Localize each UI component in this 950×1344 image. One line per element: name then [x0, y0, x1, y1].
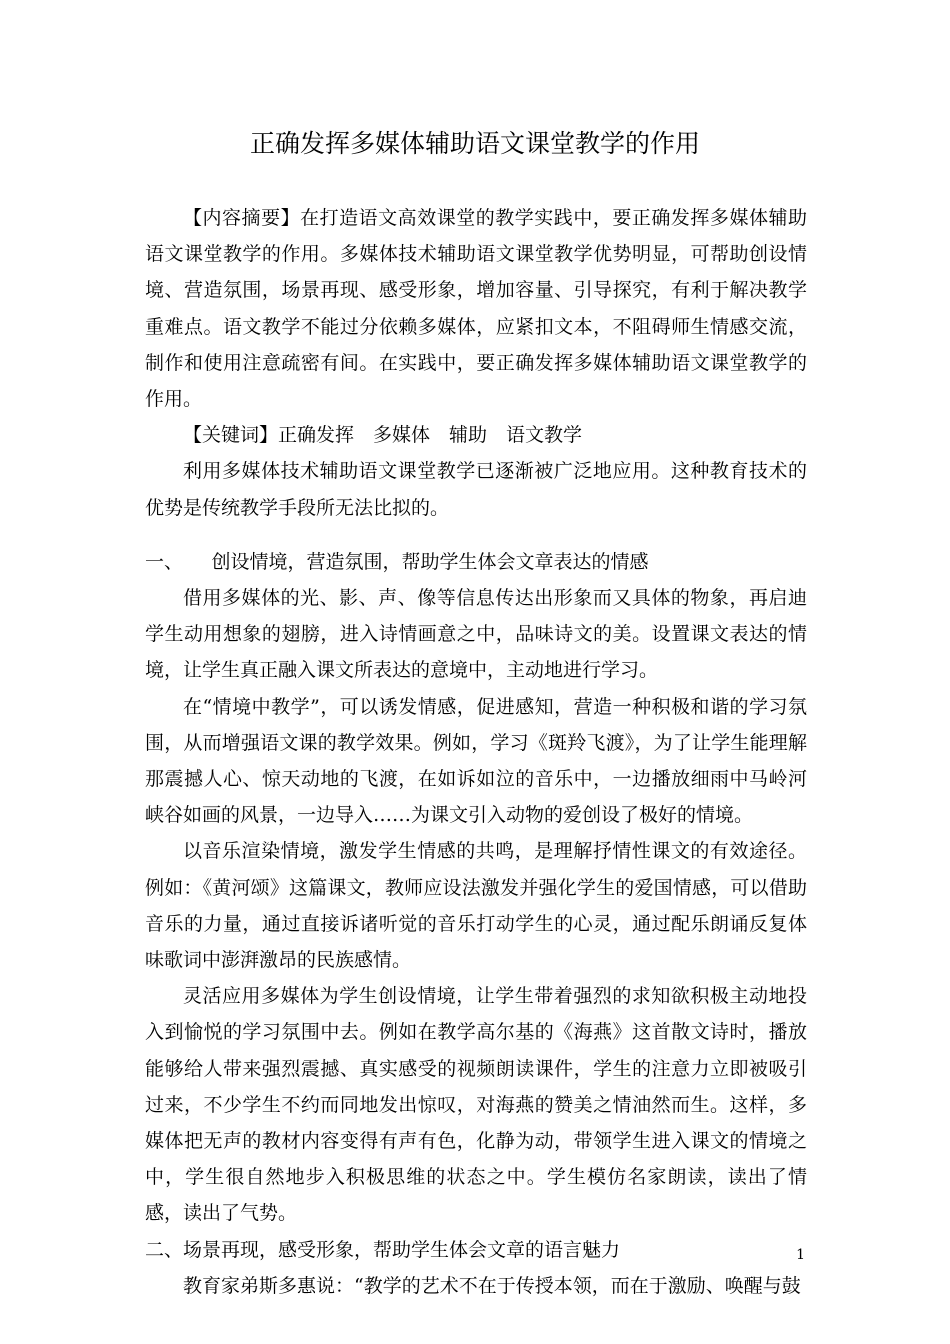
body-paragraph: 教育家弟斯多惠说：“教学的艺术不在于传授本领，而在于激励、唤醒与鼓	[183, 1274, 801, 1297]
body-paragraph: 灵活应用多媒体为学生创设情境，让学生带着强烈的求知欲积极主动地投入到愉悦的学习氛围中去。例如在教学高尔基的《海燕》这首散文诗时，播放能够给人带来强烈震撼、真实感受的视频朗读课件，学生的注意力立即被吸引过来，不少学生不约而同地发出惊叹，对海燕的赞美之情油然而生。这样，多媒体把无声的教材内容变得有声有色，化静为动，带领学生进入课文的情境之中，学生很自然地步入积极思维的状态之中。学生模仿名家朗读，读出了情感，读出了气势。	[145, 985, 807, 1225]
keywords-paragraph: 【关键词】正确发挥 多媒体 辅助 语文教学	[183, 424, 583, 447]
document-body	[145, 200, 807, 1304]
body-paragraph: 以音乐渲染情境，激发学生情感的共鸣，是理解抒情性课文的有效途径。例如：《黄河颂》这篇课文，教师应设法激发并强化学生的爱国情感，可以借助音乐的力量，通过直接诉诸听觉的音乐打动学生的心灵，通过配乐朗诵反复体味歌词中澎湃激昂的民族感情。	[145, 840, 807, 972]
section-heading-1: 一、 创设情境，营造氛围，帮助学生体会文章表达的情感	[145, 550, 649, 573]
section-heading-2: 二、场景再现，感受形象，帮助学生体会文章的语言魅力	[145, 1238, 621, 1261]
document-title: 正确发挥多媒体辅助语文课堂教学的作用	[249, 129, 700, 158]
intro-paragraph: 利用多媒体技术辅助语文课堂教学已逐渐被广泛地应用。这种教育技术的优势是传统教学手段所无法比拟的。	[145, 460, 807, 519]
abstract-paragraph: 【内容摘要】在打造语文高效课堂的教学实践中，要正确发挥多媒体辅助语文课堂教学的作用。多媒体技术辅助语文课堂教学优势明显，可帮助创设情境、营造氛围，场景再现、感受形象，增加容量、引导探究，有利于解决教学重难点。语文教学不能过分依赖多媒体，应紧扣文本，不阻碍师生情感交流，制作和使用注意疏密有间。在实践中，要正确发挥多媒体辅助语文课堂教学的作用。	[145, 207, 807, 411]
body-paragraph: 借用多媒体的光、影、声、像等信息传达出形象而又具体的物象，再启迪学生动用想象的翅膀，进入诗情画意之中，品味诗文的美。设置课文表达的情境，让学生真正融入课文所表达的意境中，主动地进行学习。	[145, 587, 807, 682]
page-number: 1	[796, 1247, 805, 1263]
body-paragraph: 在“情境中教学”，可以诱发情感，促进感知，营造一种积极和谐的学习氛围，从而增强语文课的教学效果。例如，学习《斑羚飞渡》，为了让学生能理解那震撼人心、惊天动地的飞渡，在如诉如泣的音乐中，一边播放细雨中马岭河峡谷如画的风景，一边导入……为课文引入动物的爱创设了极好的情境。	[145, 695, 807, 827]
